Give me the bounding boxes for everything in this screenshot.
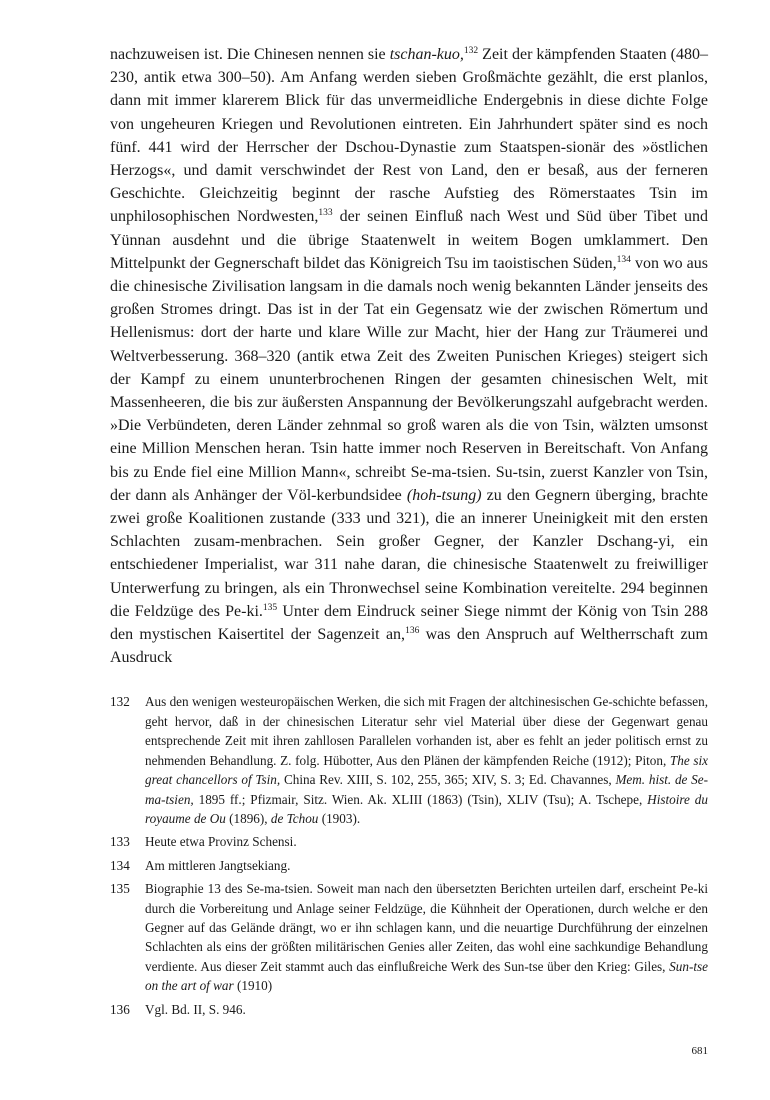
text-run: von wo aus die chinesische Zivilisation langsam in die damals noch wenig bekannten Länder jenseits des großen Stromes dringt. Das ist in der Tat ein Gegensatz wie der zwischen Römertum und Hellenismus: dort der harte und klare Wille zur Macht, hier der Hang zur Träumerei und Weltverbesserung. 368–320 (antik etwa Zeit des Zweiten Punischen Krieges) steigert sich der Kampf zu einem ununterbrochenen Ringen der gesamten chinesischen Welt, mit Massenheeren, die bis zur äußersten Anspannung der Bevölkerungszahl aufgebracht werden. »Die Verbündeten, deren Länder zehnmal so groß waren als die von Tsin, wälzten umsonst eine Million Menschen heran. Tsin hatte immer noch Reserven in Bereitschaft. Von Anfang bis zu Ende fiel eine Million Mann«, schreibt Se-ma-tsien. Su-tsin, zuerst Kanzler von Tsin, der dann als Anhänger der Völ-kerbundsidee (110, 254, 708, 504)
text-run: (1903). (318, 810, 361, 826)
text-run: zu den Gegnern überging, brachte zwei große Koalitionen zustande (333 und 321), die an innerer Uneinigkeit mit den ersten Schlachten zusam-menbrachen. Sein großer Gegner, der Kanzler Dschang-yi, ein entschiedener Imperialist, war 311 nahe daran, die chinesische Staatenwelt zu freiwilliger Unterwerfung zu bringen, als ein Thronwechsel seine Kombination vereitelte. 294 beginnen die Feldzüge des Pe-ki. (110, 486, 709, 620)
footnote-text: Heute etwa Provinz Schensi. (145, 834, 297, 850)
footnote-ref-134[interactable]: 134 (616, 254, 631, 265)
text-run: nachzuweisen ist. Die Chinesen nennen sie (110, 46, 390, 63)
italic-title: Sun-tse on the art of war (145, 958, 708, 994)
footnote-number: 136 (110, 1001, 130, 1017)
footnote (110, 1000, 708, 1019)
footnote-text (145, 692, 708, 828)
italic-title: Mem. hist. de Se-ma-tsien, (145, 772, 708, 807)
footnote (110, 856, 708, 875)
footnotes (110, 692, 708, 1019)
text-run: Aus den wenigen westeuropäischen Werken, die sich mit Fragen der altchinesischen Ge-schichte befassen, geht hervor, daß in der chinesischen Literatur sehr viel Material über diese der Gegenwart genau entsprechende Zeit mit ihren zahllosen Parallelen vorhanden ist, aber es fehlt an jeder politisch ernst zu nehmenden Behandlung. Z. folg. Hübotter, Aus den Plänen der kämpfenden Reiche (1912); Piton, (145, 694, 708, 768)
text-run: China Rev. XIII, S. 102, 255, 365; XIV, S. 3; Ed. Chavannes, (280, 772, 616, 788)
text-run: Unter dem Eindruck seiner Siege nimmt der König von Tsin 288 den mystischen Kaisertitel der Sagenzeit an, (110, 602, 709, 644)
footnote (110, 879, 708, 995)
page-number: 681 (691, 1045, 708, 1057)
italic-title: Histoire du royaume de Ou (145, 791, 708, 826)
footnote-number: 132 (110, 694, 130, 710)
text-run: 1895 ff.; Pfizmair, Sitz. Wien. Ak. XLIII (1863) (Tsin), XLIV (Tsu); A. Tschepe, (193, 791, 648, 807)
footnote-ref-136[interactable]: 136 (405, 626, 420, 637)
main-paragraph (110, 43, 708, 669)
text-run: der seinen Einfluß nach West und Süd über Tibet und Yünnan ausdehnt und die übrige Staatenwelt in weitem Bogen umklammert. Den Mittelpunkt der Gegnerschaft bildet das Königreich Tsu im taoistischen Süden, (110, 208, 708, 272)
footnote-ref-135[interactable]: 135 (262, 602, 278, 613)
text-run: was den Anspruch auf Weltherrschaft zum Ausdruck (110, 626, 708, 667)
page-content (110, 43, 708, 1023)
text-run: (1910) (233, 978, 273, 994)
text-run: (1896), (225, 810, 271, 826)
italic-title: The six great chancellors of Tsin, (145, 752, 708, 788)
italic-term: (hoh-tsung) (406, 486, 482, 504)
text-run: Biographie 13 des Se-ma-tsien. Soweit man nach den übersetzten Berichten urteilen darf, erscheint Pe-ki durch die Vorbereitung und Anlage seiner Feldzüge, die Kühnheit der Operationen, durch welche er den Gegner auf das Gelände drängt, wo er ihn schlagen kann, und die neuartige Durchführung der einzelnen Schlachten als eins der größten militärischen Genies aller Zeiten, das wohl eine sachkundige Behandlung verdiente. Aus dieser Zeit stammt auch das einflußreiche Werk des Sun-tse über den Krieg: Giles, (145, 881, 708, 974)
text-run: Zeit der kämpfenden Staaten (480–230, antik etwa 300–50). Am Anfang werden sieben Großmächte gezählt, die erst planlos, dann mit immer klarerem Blick für das unvermeidliche Endergebnis in diese dichte Folge von ungeheuren Kriegen und Revolutionen eintreten. Ein Jahrhundert später sind es noch fünf. 441 wird der Herrscher der Dschou-Dynastie zum Staatspen-sionär des »östlichen Herzogs«, und damit verschwindet der Rest von Land, den er besaß, aus der ferneren Geschichte. Gleichzeitig beginnt der rasche Aufstieg des Römerstaates Tsin im unphilosophischen Nordwesten, (110, 46, 708, 226)
footnote-text (145, 879, 708, 995)
footnote (110, 692, 708, 828)
footnote-text: Vgl. Bd. II, S. 946. (145, 1001, 246, 1017)
footnote-ref-132[interactable]: 132 (463, 46, 479, 56)
footnote-number: 133 (110, 834, 130, 850)
footnote-number: 135 (110, 881, 130, 897)
footnote-ref-133[interactable]: 133 (318, 208, 333, 219)
footnote-number: 134 (110, 857, 130, 873)
italic-term: tschan-kuo, (389, 46, 464, 63)
footnote (110, 832, 708, 851)
footnote-text: Am mittleren Jangtsekiang. (145, 857, 291, 873)
italic-title: de Tchou (270, 810, 319, 826)
